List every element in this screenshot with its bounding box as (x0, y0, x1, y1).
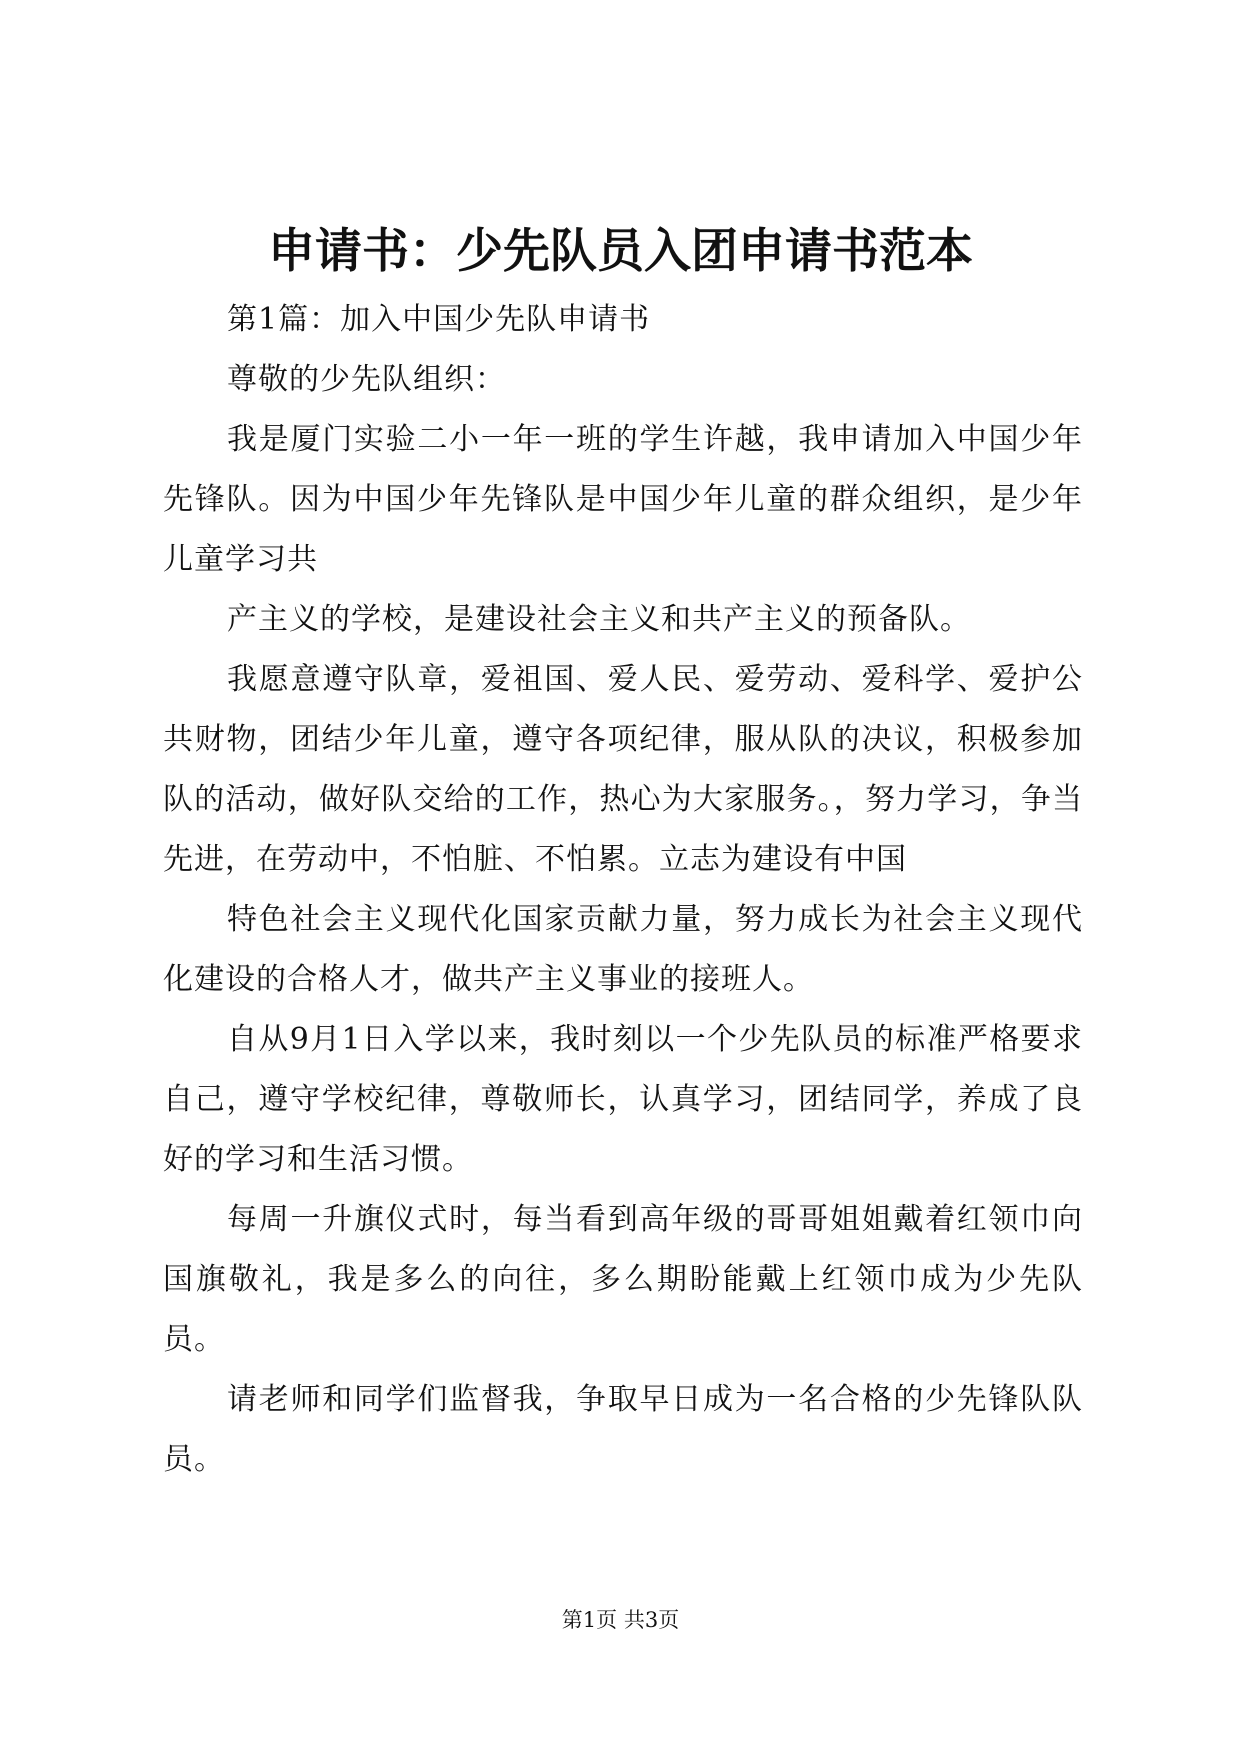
body-paragraph: 每周一升旗仪式时，每当看到高年级的哥哥姐姐戴着红领巾向国旗敬礼，我是多么的向往，多么期盼能戴上红领巾成为少先队员。 (163, 1202, 1083, 1357)
page-title: 申请书：少先队员入团申请书范本 (268, 224, 973, 279)
body-paragraph: 特色社会主义现代化国家贡献力量，努力成长为社会主义现代化建设的合格人才，做共产主义事业的接班人。 (163, 902, 1083, 997)
document-body (163, 290, 1083, 1490)
body-paragraph: 请老师和同学们监督我，争取早日成为一名合格的少先锋队队员。 (163, 1382, 1083, 1477)
body-paragraph: 自从9月1日入学以来，我时刻以一个少先队员的标准严格要求自己，遵守学校纪律，尊敬师长，认真学习，团结同学，养成了良好的学习和生活习惯。 (163, 1022, 1083, 1177)
salutation: 尊敬的少先队组织： (227, 362, 506, 397)
section-heading: 第1篇：加入中国少先队申请书 (227, 302, 651, 337)
body-paragraph: 我是厦门实验二小一年一班的学生许越，我申请加入中国少年先锋队。因为中国少年先锋队是中国少年儿童的群众组织，是少年儿童学习共 (163, 422, 1083, 577)
page-footer: 第1页 共3页 (561, 1608, 680, 1632)
body-paragraph: 我愿意遵守队章，爱祖国、爱人民、爱劳动、爱科学、爱护公共财物，团结少年儿童，遵守各项纪律，服从队的决议，积极参加队的活动，做好队交给的工作，热心为大家服务。，努力学习，争当先进，在劳动中，不怕脏、不怕累。立志为建设有中国 (163, 662, 1083, 877)
body-paragraph: 产主义的学校，是建设社会主义和共产主义的预备队。 (227, 602, 971, 637)
